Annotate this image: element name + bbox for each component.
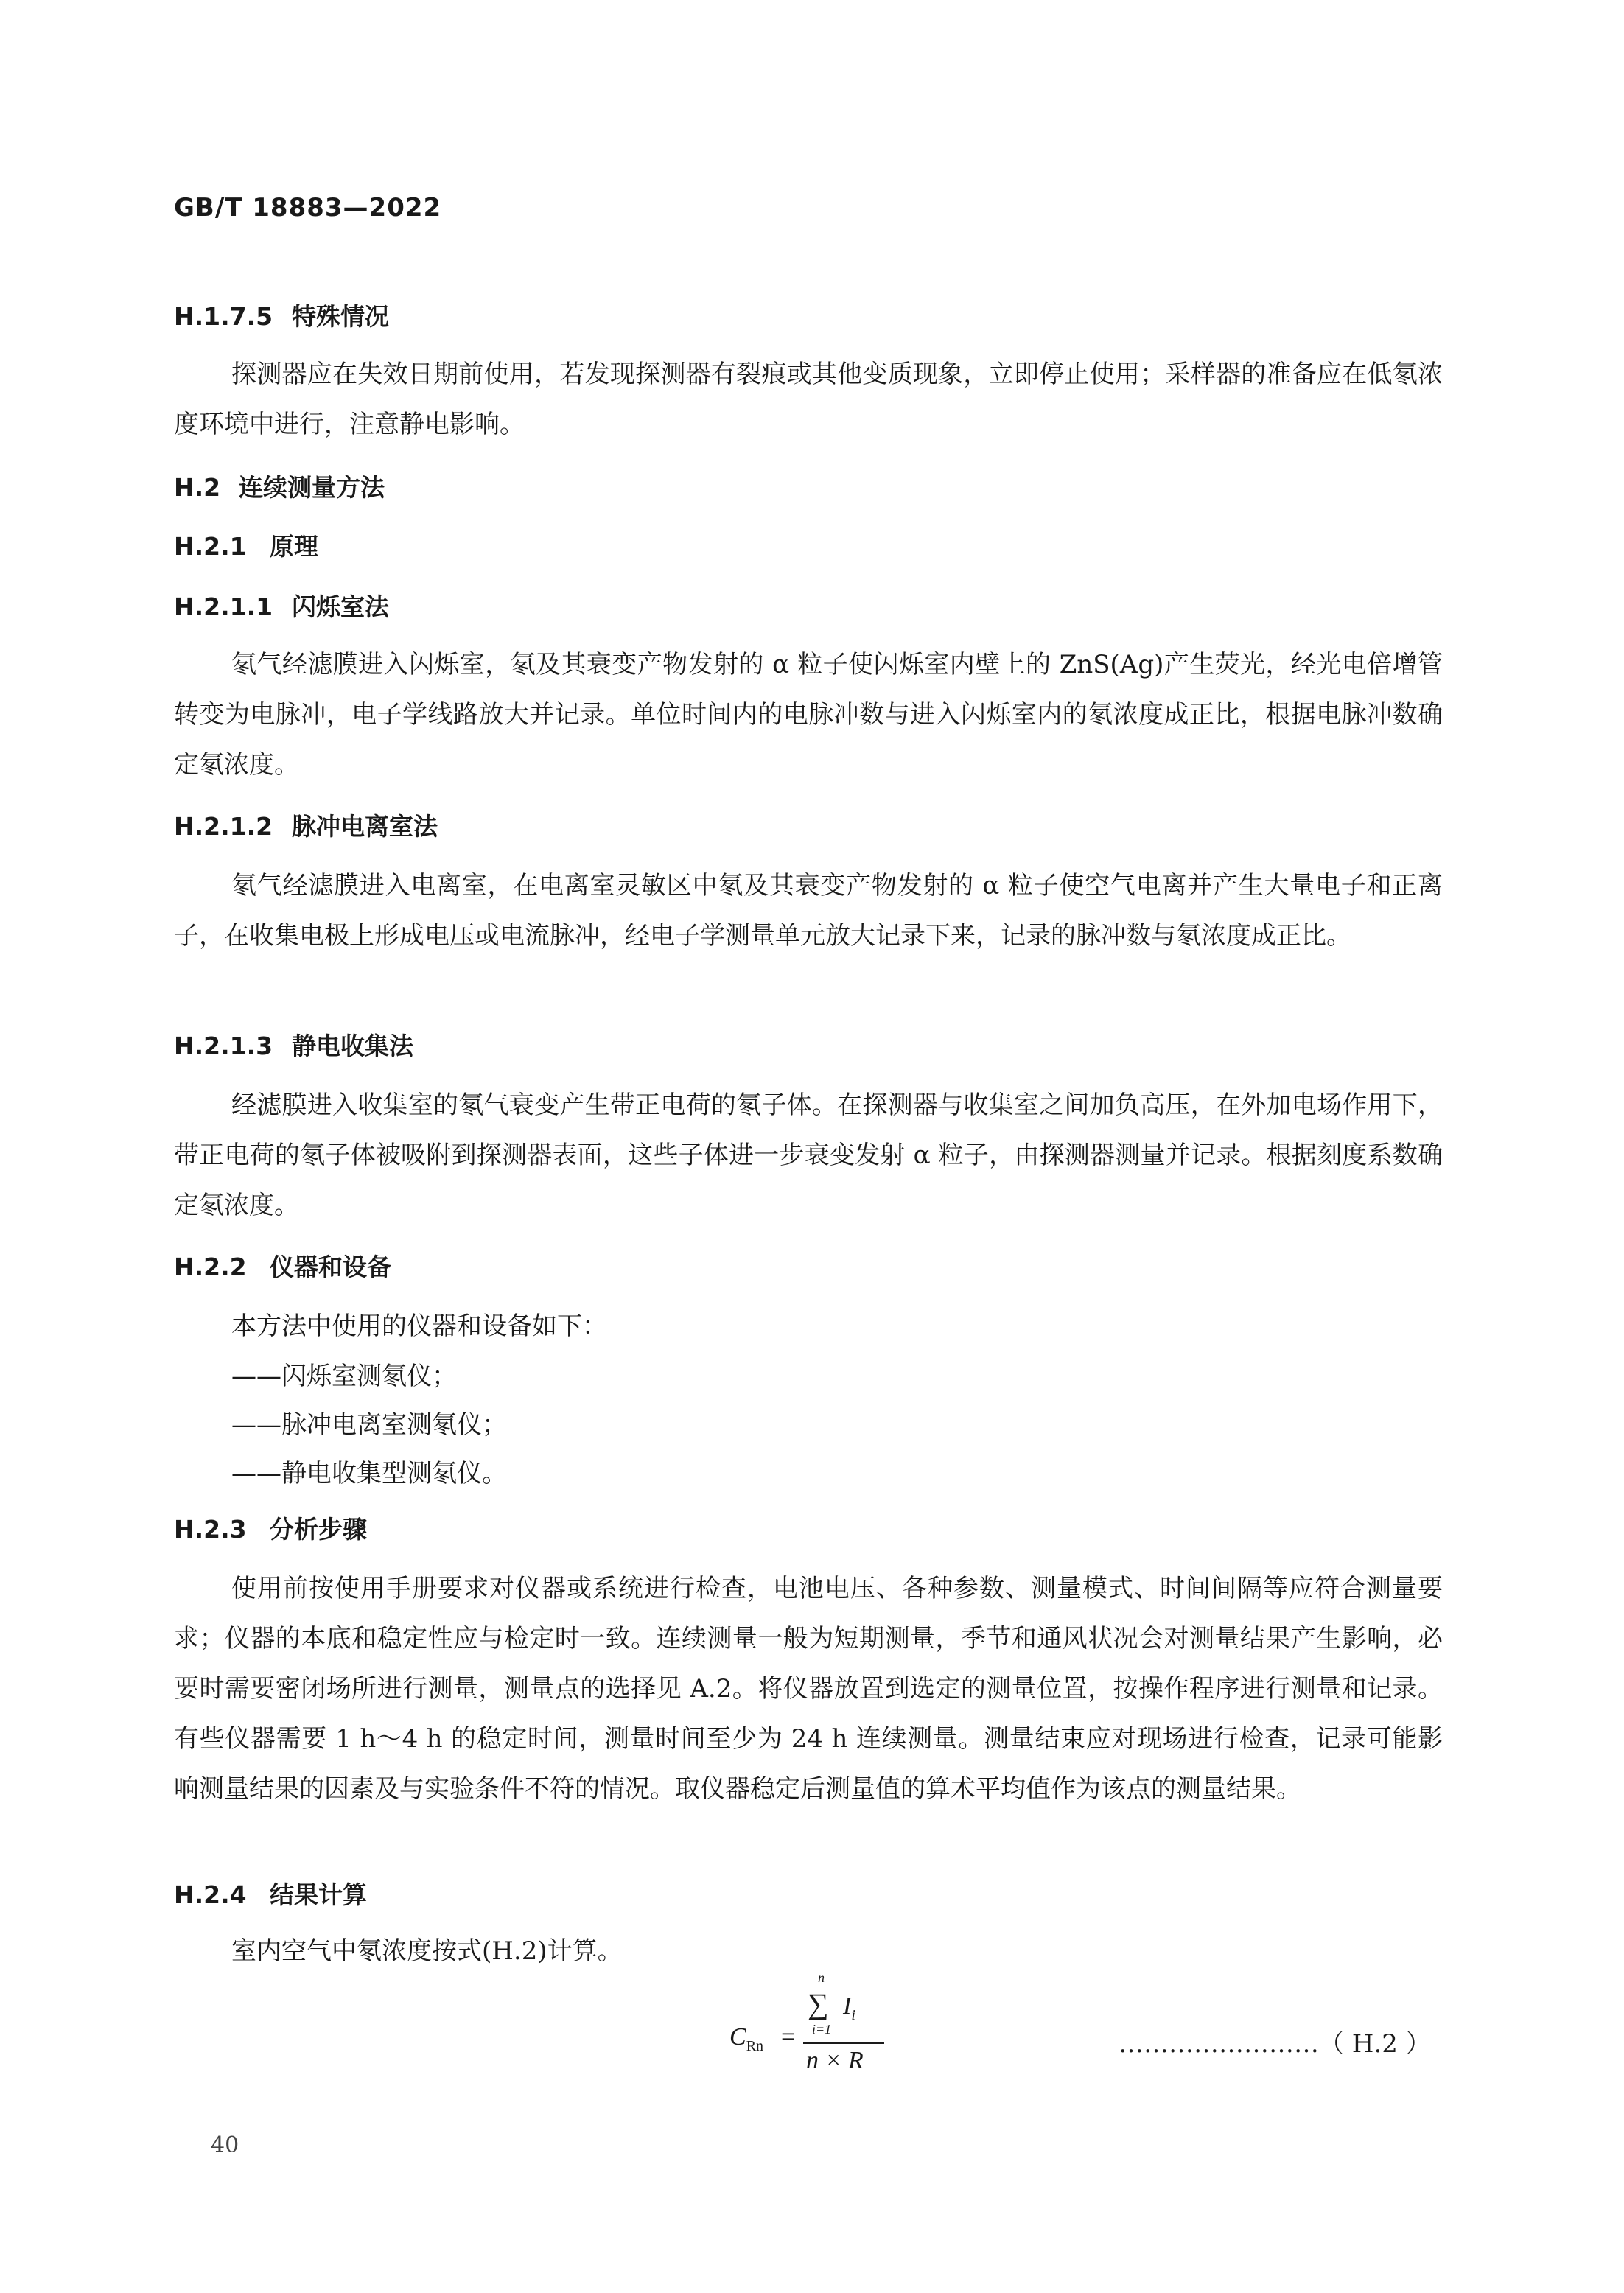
formula-denominator: n × R [806, 2047, 864, 2074]
formula-h2 [729, 1970, 906, 2075]
section-number: H.2.3 [174, 1515, 247, 1544]
equipment-item: ——静电收集型测氡仪。 [231, 1459, 507, 1488]
equation-label: ……………………（ H.2 ） [1119, 2029, 1431, 2059]
section-number: H.2.2 [174, 1253, 247, 1281]
sum-lower-limit: i=1 [812, 2022, 832, 2037]
section-heading-h211 [174, 588, 389, 623]
section-heading-h213 [174, 1027, 413, 1062]
section-heading-h2 [174, 469, 385, 503]
section-heading-h175 [174, 298, 389, 332]
section-title: 分析步骤 [270, 1515, 367, 1544]
sigma-symbol: ∑ [808, 1987, 829, 2020]
section-number: H.2.1.1 [174, 592, 273, 621]
section-title: 原理 [270, 532, 318, 561]
paragraph-h213: 经滤膜进入收集室的氡气衰变产生带正电荷的氡子体。在探测器与收集室之间加负高压，在外加电场作用下，带正电荷的氡子体被吸附到探测器表面，这些子体进一步衰变发射 α 粒子，由探测器测量并记录。根据刻度系数确定氡浓度。 [174, 1091, 1443, 1220]
section-heading-h212 [174, 808, 438, 842]
section-title: 静电收集法 [292, 1032, 413, 1060]
page-number: 40 [211, 2132, 239, 2158]
section-title: 连续测量方法 [239, 473, 385, 502]
section-number: H.2 [174, 473, 221, 502]
fraction-bar [803, 2042, 884, 2044]
paragraph-h211: 氡气经滤膜进入闪烁室，氡及其衰变产物发射的 α 粒子使闪烁室内壁上的 ZnS(Ag)产生荧光，经光电倍增管转变为电脉冲，电子学线路放大并记录。单位时间内的电脉冲数与进入闪烁室内的氡浓度成正比，根据电脉冲数确定氡浓度。 [174, 650, 1443, 780]
section-title: 结果计算 [270, 1880, 367, 1909]
sum-term: $I_i$ [843, 1992, 855, 2023]
formula-lhs: $C_{Rn}$ [729, 2023, 764, 2054]
section-title: 特殊情况 [292, 302, 389, 331]
section-title: 仪器和设备 [270, 1253, 391, 1281]
section-heading-h21 [174, 528, 318, 562]
section-number: H.2.1.3 [174, 1032, 273, 1060]
sum-upper-limit: n [818, 1970, 825, 1985]
equipment-item: ——闪烁室测氡仪； [231, 1362, 457, 1391]
formula-numerator [808, 1970, 881, 2037]
equipment-item: ——脉冲电离室测氡仪； [231, 1410, 507, 1440]
section-title: 脉冲电离室法 [292, 812, 438, 841]
paragraph-h23: 使用前按使用手册要求对仪器或系统进行检查，电池电压、各种参数、测量模式、时间间隔等应符合测量要求；仪器的本底和稳定性应与检定时一致。连续测量一般为短期测量，季节和通风状况会对测量结果产生影响，必要时需要密闭场所进行测量，测量点的选择见 A.2。将仪器放置到选定的测量位置，按操作程序进行测量和记录。有些仪器需要 1 h～4 h 的稳定时间，测量时间至少为 24 h 连续测量。测量结束应对现场进行检查，记录可能影响测量结果的因素及与实验条件不符的情况。取仪器稳定后测量值的算术平均值作为该点的测量结果。 [174, 1574, 1443, 1804]
formula-equals: = [781, 2023, 796, 2051]
section-number: H.1.7.5 [174, 302, 273, 331]
equipment-intro: 本方法中使用的仪器和设备如下： [231, 1312, 607, 1341]
section-number: H.2.1.2 [174, 812, 273, 841]
standard-code: GB/T 18883—2022 [174, 193, 442, 223]
section-heading-h24 [174, 1876, 367, 1911]
section-heading-h23 [174, 1510, 367, 1545]
section-number: H.2.1 [174, 532, 247, 561]
paragraph-h212: 氡气经滤膜进入电离室，在电离室灵敏区中氡及其衰变产物发射的 α 粒子使空气电离并产生大量电子和正离子，在收集电极上形成电压或电流脉冲，经电子学测量单元放大记录下来，记录的脉冲数与氡浓度成正比。 [174, 871, 1443, 951]
section-heading-h22 [174, 1248, 391, 1283]
section-title: 闪烁室法 [292, 592, 389, 621]
section-number: H.2.4 [174, 1880, 247, 1909]
paragraph-h175: 探测器应在失效日期前使用，若发现探测器有裂痕或其他变质现象，立即停止使用；采样器的准备应在低氡浓度环境中进行，注意静电影响。 [174, 360, 1443, 439]
paragraph-h24: 室内空气中氡浓度按式(H.2)计算。 [231, 1936, 623, 1966]
